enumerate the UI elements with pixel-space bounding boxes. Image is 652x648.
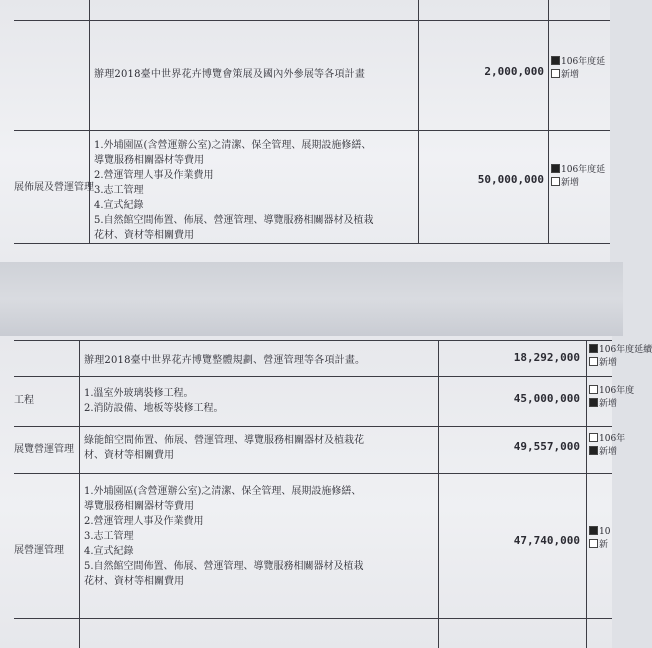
item-label: 工程 — [14, 395, 34, 406]
budget-sheet-bottom — [0, 336, 652, 648]
item-label: 展佈展及營運管理 — [14, 182, 94, 193]
amount-value: 49,557,000 — [513, 440, 580, 453]
checkbox-option: 新增 — [551, 69, 579, 81]
checkbox-option: 106年度 — [589, 385, 634, 397]
table-border — [79, 340, 80, 648]
unchecked-box-icon — [551, 69, 560, 78]
checkbox-option: 新增 — [589, 398, 617, 410]
item-label: 展覽營運管理 — [14, 444, 74, 455]
checkbox-option: 新 — [589, 539, 608, 551]
amount-value: 50,000,000 — [477, 173, 544, 186]
checkbox-option: 106年度延 — [551, 164, 605, 176]
checkbox-option: 新增 — [589, 357, 617, 369]
unchecked-box-icon — [589, 539, 598, 548]
table-border — [14, 243, 610, 244]
checked-box-icon — [589, 446, 598, 455]
checkbox-option: 106年度延續 — [589, 344, 652, 356]
unchecked-box-icon — [589, 357, 598, 366]
item-description: 綠能館空間佈置、佈展、營運管理、導覽服務相關器材及植栽花 材、資材等相關費用 — [84, 435, 364, 461]
table-border — [14, 426, 612, 427]
table-border — [418, 0, 419, 243]
sheet-gap — [0, 262, 623, 336]
unchecked-box-icon — [589, 433, 598, 442]
item-description: 1.外埔園區(含營運辦公室)之清潔、保全管理、展期設施修繕、 導覽服務相關器材等費用 2.營運管理人事及作業費用 3.志工管理 4.宣式紀錄 5.自然館空間佈置、佈展、營運管理、導覽服務相關器材及植栽 花材、資材等相關費用 — [84, 486, 364, 587]
unchecked-box-icon — [551, 177, 560, 186]
amount-value: 18,292,000 — [513, 351, 580, 364]
amount-value: 47,740,000 — [513, 534, 580, 547]
project-description: 辦理2018臺中世界花卉博覽整體規劃、營運管理等各項計畫。 — [84, 355, 366, 366]
table-border — [586, 340, 587, 648]
item-description: 1.外埔園區(含營運辦公室)之清潔、保全管理、展期設施修繕、 導覽服務相關器材等費用 2.營運管理人事及作業費用 3.志工管理 4.宣式紀錄 5.自然館空間佈置、佈展、營運管理、導覽服務相關器材及植栽 花材、資材等相關費用 — [94, 140, 374, 241]
table-border — [14, 130, 610, 131]
table-border — [14, 20, 610, 21]
checkbox-option: 10 — [589, 526, 610, 538]
table-border — [14, 618, 612, 619]
checkbox-option: 新增 — [589, 446, 617, 458]
checked-box-icon — [589, 344, 598, 353]
checkbox-option: 新增 — [551, 177, 579, 189]
table-border — [14, 340, 612, 341]
table-border — [14, 473, 612, 474]
checked-box-icon — [551, 164, 560, 173]
table-border — [89, 0, 90, 243]
amount-value: 45,000,000 — [513, 392, 580, 405]
unchecked-box-icon — [589, 385, 598, 394]
checked-box-icon — [551, 56, 560, 65]
table-border — [548, 0, 549, 243]
project-description: 辦理2018臺中世界花卉博覽會策展及國內外參展等各項計畫 — [94, 69, 366, 80]
amount-value: 2,000,000 — [484, 65, 544, 78]
table-border — [14, 376, 612, 377]
item-label: 展營運管理 — [14, 545, 64, 556]
checked-box-icon — [589, 526, 598, 535]
checked-box-icon — [589, 398, 598, 407]
checkbox-option: 106年度延 — [551, 56, 605, 68]
checkbox-option: 106年 — [589, 433, 625, 445]
table-border — [438, 340, 439, 648]
item-description: 1.溫室外玻璃裝修工程。 2.消防設備、地板等裝修工程。 — [84, 388, 224, 414]
budget-sheet-top — [0, 0, 610, 262]
